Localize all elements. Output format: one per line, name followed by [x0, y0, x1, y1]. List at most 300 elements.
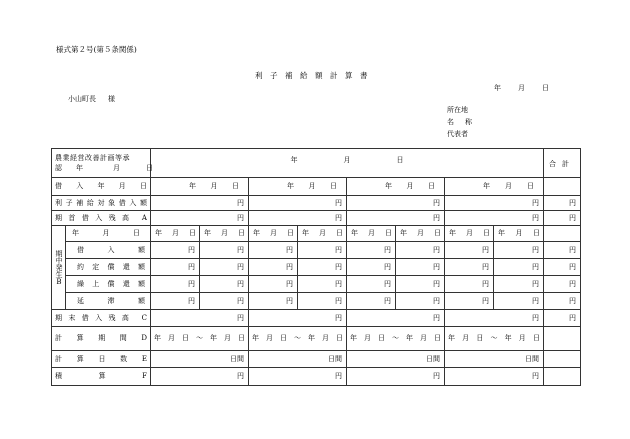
overdue-amount[interactable]	[445, 293, 494, 310]
period-tsuki: 月	[462, 334, 470, 342]
label-char: 延	[77, 296, 84, 305]
yen-unit: 円	[433, 279, 440, 288]
product-label	[52, 368, 151, 386]
yen-unit: 円	[482, 279, 489, 288]
yen-unit: 円	[188, 296, 195, 305]
overdue-amount[interactable]	[200, 293, 249, 310]
ymd-tsuki: 月	[466, 229, 473, 237]
borrowed-amount[interactable]	[396, 242, 445, 259]
yen-unit: 円	[384, 245, 391, 254]
ymd-group	[151, 230, 199, 237]
table-row	[52, 327, 581, 351]
period-hi: 日	[280, 334, 287, 342]
period-hi: 日	[434, 334, 441, 342]
addressee	[68, 96, 115, 103]
label-char: 額	[138, 279, 145, 288]
calc-days-amount[interactable]	[347, 351, 445, 368]
period-nen: 年	[308, 334, 315, 342]
approval-label-nin: 認	[55, 163, 62, 172]
ymd-hi: 日	[336, 229, 343, 237]
ymd-group	[396, 230, 444, 237]
overdue-amount[interactable]	[396, 293, 445, 310]
label-char: 補	[76, 198, 84, 207]
applicant-rep-label: 代表者	[447, 130, 468, 138]
yen-unit: 円	[237, 245, 244, 254]
approval-date-label	[52, 149, 151, 178]
yen-unit: 円	[569, 313, 576, 322]
approval-tsuki: 月	[113, 163, 120, 172]
yen-unit: 円	[433, 313, 440, 322]
yen-unit: 円	[532, 262, 539, 271]
mid-date-cell[interactable]	[151, 226, 200, 242]
mid-date-cell[interactable]	[445, 226, 494, 242]
ymd-nen: 年	[155, 229, 162, 237]
yen-unit: 円	[237, 279, 244, 288]
ymd-nen: 年	[385, 182, 392, 190]
yen-unit: 円	[335, 279, 342, 288]
borrowed-amount[interactable]	[494, 242, 544, 259]
label-char: 入	[95, 213, 103, 222]
product-label-text	[52, 373, 150, 380]
early-repay-amount[interactable]	[445, 276, 494, 293]
ymd-hi: 日	[428, 182, 435, 190]
yen-unit: 円	[335, 198, 342, 207]
period-range	[350, 335, 441, 342]
label-char: 日	[140, 182, 147, 190]
yen-unit: 円	[237, 372, 244, 380]
label-char: 間	[119, 334, 127, 342]
table-row	[52, 368, 581, 386]
label-char: 還	[122, 279, 130, 288]
yen-unit: 円	[286, 296, 293, 305]
period-tsuki: 月	[266, 334, 273, 342]
calc-days-label	[52, 351, 151, 368]
days-unit: 日間	[230, 354, 244, 363]
yen-unit: 円	[237, 313, 244, 322]
opening-balance-total[interactable]	[544, 211, 581, 226]
ymd-group	[283, 183, 340, 190]
applicant-address-label: 所在地	[447, 106, 468, 114]
borrowed-amount[interactable]	[151, 242, 200, 259]
period-tsuki: 月	[518, 334, 526, 342]
ymd-hi: 日	[385, 229, 392, 237]
label-char: 入	[107, 245, 115, 254]
calc-days-amount[interactable]	[151, 351, 249, 368]
mid-date-cell[interactable]	[494, 226, 544, 242]
closing-balance-label-text	[52, 315, 150, 322]
ymd-group	[185, 183, 242, 190]
opening-balance-label-text	[52, 215, 150, 222]
yen-unit: 円	[482, 245, 489, 254]
label-char: 定	[92, 262, 100, 271]
yen-unit: 円	[237, 296, 244, 305]
scheduled-repay-amount[interactable]	[200, 259, 249, 276]
label-char: 首	[68, 213, 76, 222]
yen-unit: 円	[335, 313, 342, 322]
ymd-hi: 日	[238, 229, 245, 237]
borrow-date-label-text	[52, 183, 150, 190]
label-char: 高	[121, 313, 129, 322]
yen-unit: 円	[237, 262, 244, 271]
ymd-nen: 年	[400, 229, 407, 237]
yen-unit: 円	[188, 279, 195, 288]
applicant-name-char1: 名	[447, 118, 454, 126]
overdue-total[interactable]	[544, 293, 581, 310]
label-char: C	[141, 313, 147, 322]
scheduled-repay-amount[interactable]	[298, 259, 347, 276]
label-char: 借	[81, 313, 89, 322]
period-nen: 年	[350, 334, 357, 342]
overdue-amount[interactable]	[298, 293, 347, 310]
scheduled-repay-amount[interactable]	[249, 259, 298, 276]
label-char: 額	[140, 198, 147, 207]
period-hi: 日	[378, 334, 385, 342]
opening-balance-amount[interactable]	[347, 211, 445, 226]
closing-balance-amount[interactable]	[151, 310, 249, 327]
early-repay-amount[interactable]	[151, 276, 200, 293]
label-char: 残	[108, 313, 116, 322]
ymd-tsuki: 月	[406, 182, 414, 190]
period-nen: 年	[210, 334, 217, 342]
yen-unit: 円	[433, 372, 440, 380]
borrowed-amount[interactable]	[200, 242, 249, 259]
label-char: 利	[55, 198, 62, 207]
label-char: 額	[138, 245, 145, 254]
period-tsuki: 月	[224, 334, 231, 342]
scheduled-repay-amount[interactable]	[445, 259, 494, 276]
total-cell	[544, 226, 581, 242]
total-cell	[544, 178, 581, 196]
table-row	[52, 351, 581, 368]
ymd-nen: 年	[204, 229, 211, 237]
period-range	[448, 335, 540, 342]
ymd-nen: 年	[302, 229, 309, 237]
label-char: 算	[98, 372, 106, 380]
mid-ymd-tsuki: 月	[102, 229, 110, 237]
label-char: 上	[92, 279, 100, 288]
label-char: E	[141, 354, 147, 363]
early-repay-label-text	[74, 281, 148, 288]
yen-unit: 円	[335, 262, 342, 271]
interest-subsidy-table	[51, 148, 581, 386]
days-unit: 日間	[525, 354, 539, 363]
calc-period-cell[interactable]	[249, 327, 347, 351]
label-char: 償	[107, 262, 115, 271]
approval-nen: 年	[76, 163, 83, 172]
calc-period-cell[interactable]	[445, 327, 544, 351]
label-char: 入	[95, 313, 103, 322]
closing-balance-label	[52, 310, 151, 327]
ymd-hi: 日	[533, 229, 540, 237]
label-char: 年	[97, 182, 105, 190]
ymd-tsuki: 月	[210, 182, 218, 190]
period-hi: 日	[182, 334, 189, 342]
period-tsuki: 月	[420, 334, 427, 342]
period-range	[252, 335, 343, 342]
ymd-nen: 年	[287, 182, 294, 190]
ymd-nen: 年	[351, 229, 358, 237]
closing-balance-amount[interactable]	[347, 310, 445, 327]
yen-unit: 円	[188, 245, 195, 254]
period-tilde: 〜	[294, 334, 301, 342]
total-header	[544, 149, 581, 178]
calc-days-amount[interactable]	[249, 351, 347, 368]
ymd-hi: 日	[189, 229, 196, 237]
calc-date-group	[151, 157, 543, 164]
early-repay-amount[interactable]	[494, 276, 544, 293]
overdue-amount[interactable]	[347, 293, 396, 310]
yen-unit: 円	[237, 198, 244, 207]
borrow-date-label	[52, 178, 151, 196]
ymd-nen: 年	[498, 229, 505, 237]
early-repay-total[interactable]	[544, 276, 581, 293]
table-row	[52, 196, 581, 211]
period-tsuki: 月	[322, 334, 329, 342]
borrowed-amount[interactable]	[249, 242, 298, 259]
opening-balance-amount[interactable]	[151, 211, 249, 226]
period-hi: 日	[476, 334, 484, 342]
label-char: 残	[108, 213, 116, 222]
label-char: 高	[122, 213, 130, 222]
yen-unit: 円	[532, 313, 539, 322]
yen-unit: 円	[384, 296, 391, 305]
yen-unit: 円	[335, 213, 342, 222]
label-char: A	[141, 213, 147, 222]
borrowed-amount[interactable]	[445, 242, 494, 259]
yen-unit: 円	[384, 262, 391, 271]
subsidy-target-amount[interactable]	[249, 196, 347, 211]
yen-unit: 円	[532, 213, 539, 222]
form-number: 様式第２号(第５条関係)	[56, 45, 137, 54]
mid-ymd-hi: 日	[133, 229, 140, 237]
submission-date[interactable]	[494, 85, 549, 92]
calc-period-label	[52, 327, 151, 351]
subsidy-target-amount[interactable]	[445, 196, 544, 211]
label-char: 借	[77, 245, 84, 254]
ymd-hi: 日	[527, 182, 534, 190]
label-char: 約	[77, 262, 84, 271]
mid-date-cell[interactable]	[396, 226, 445, 242]
total-cell	[544, 351, 581, 368]
period-range	[154, 335, 245, 342]
product-amount[interactable]	[249, 368, 347, 386]
yen-unit: 円	[569, 245, 576, 254]
approval-label-line2	[55, 163, 153, 172]
yen-unit: 円	[188, 262, 195, 271]
borrow-date-cell[interactable]	[445, 178, 544, 196]
subsidy-target-amount[interactable]	[151, 196, 249, 211]
label-char: 子	[65, 198, 73, 207]
ymd-tsuki: 月	[172, 229, 179, 237]
document-title: 利子補給額計算書	[255, 71, 375, 80]
addressee-name: 小山町長	[68, 95, 96, 103]
closing-balance-amount[interactable]	[445, 310, 544, 327]
calc-days-label-text	[52, 356, 150, 363]
subsidy-target-label-text	[52, 200, 150, 207]
early-repay-amount[interactable]	[249, 276, 298, 293]
mid-period-label	[52, 226, 66, 310]
addressee-honorific: 様	[108, 95, 115, 103]
ymd-tsuki: 月	[515, 229, 523, 237]
period-hi: 日	[532, 334, 540, 342]
yen-unit: 円	[433, 213, 440, 222]
subsidy-target-label	[52, 196, 151, 211]
yen-unit: 円	[482, 262, 489, 271]
borrow-date-cell[interactable]	[347, 178, 445, 196]
overdue-amount[interactable]	[494, 293, 544, 310]
early-repay-amount[interactable]	[200, 276, 249, 293]
scheduled-repay-amount[interactable]	[151, 259, 200, 276]
yen-unit: 円	[433, 198, 440, 207]
mid-period-text: 期中発生B	[55, 249, 63, 286]
ymd-nen: 年	[483, 182, 490, 190]
overdue-label	[66, 293, 151, 310]
label-char: D	[141, 334, 147, 342]
period-nen: 年	[504, 334, 512, 342]
ymd-group	[200, 230, 248, 237]
period-hi: 日	[336, 334, 343, 342]
date-day-label: 日	[542, 84, 549, 92]
yen-unit: 円	[569, 279, 576, 288]
scheduled-repay-amount[interactable]	[396, 259, 445, 276]
header-tsuki: 月	[343, 155, 351, 164]
calc-date-header[interactable]	[151, 149, 544, 178]
ymd-hi: 日	[483, 229, 490, 237]
yen-unit: 円	[433, 262, 440, 271]
ymd-hi: 日	[287, 229, 294, 237]
period-tilde: 〜	[196, 334, 203, 342]
borrow-date-cell[interactable]	[249, 178, 347, 196]
label-char: 額	[138, 296, 145, 305]
yen-unit: 円	[335, 372, 342, 380]
ymd-tsuki: 月	[221, 229, 228, 237]
label-char: 償	[107, 279, 115, 288]
ymd-group	[445, 230, 493, 237]
period-tilde: 〜	[490, 334, 498, 342]
label-char: 還	[122, 262, 130, 271]
early-repay-amount[interactable]	[396, 276, 445, 293]
subsidy-target-amount[interactable]	[347, 196, 445, 211]
mid-date-cell[interactable]	[347, 226, 396, 242]
table-row	[52, 178, 581, 196]
ymd-tsuki: 月	[319, 229, 326, 237]
ymd-group	[249, 230, 297, 237]
label-char: 期	[55, 313, 62, 322]
period-tsuki: 月	[364, 334, 371, 342]
scheduled-repay-amount[interactable]	[494, 259, 544, 276]
period-tsuki: 月	[168, 334, 175, 342]
early-repay-amount[interactable]	[347, 276, 396, 293]
yen-unit: 円	[384, 279, 391, 288]
label-char: 象	[108, 198, 116, 207]
table-row	[52, 259, 581, 276]
overdue-label-text	[74, 298, 148, 305]
yen-unit: 円	[335, 245, 342, 254]
calc-period-label-text	[52, 335, 150, 342]
days-unit: 日間	[426, 354, 440, 363]
label-char: 日	[98, 354, 106, 363]
label-char: 借	[81, 213, 89, 222]
yen-unit: 円	[532, 296, 539, 305]
period-nen: 年	[252, 334, 259, 342]
scheduled-repay-total[interactable]	[544, 259, 581, 276]
period-nen: 年	[448, 334, 455, 342]
label-char: 期	[55, 213, 62, 222]
ymd-nen: 年	[449, 229, 456, 237]
header-nen: 年	[290, 155, 298, 164]
table-row	[52, 226, 581, 242]
closing-balance-total[interactable]	[544, 310, 581, 327]
yen-unit: 円	[569, 213, 576, 222]
label-char: 繰	[77, 279, 84, 288]
product-amount[interactable]	[151, 368, 249, 386]
mid-date-cell[interactable]	[298, 226, 347, 242]
yen-unit: 円	[433, 245, 440, 254]
applicant-name-char2: 称	[465, 118, 472, 126]
calc-days-amount[interactable]	[445, 351, 544, 368]
label-char: 滞	[107, 296, 115, 305]
borrowed-label	[66, 242, 151, 259]
subsidy-target-total[interactable]	[544, 196, 581, 211]
scheduled-repay-amount[interactable]	[347, 259, 396, 276]
yen-unit: 円	[286, 245, 293, 254]
label-char: 入	[129, 198, 137, 207]
table-row	[52, 211, 581, 226]
opening-balance-amount[interactable]	[249, 211, 347, 226]
ymd-hi: 日	[232, 182, 239, 190]
table-row	[52, 293, 581, 310]
label-char: 借	[55, 182, 62, 190]
product-amount[interactable]	[445, 368, 544, 386]
borrowed-label-text	[74, 247, 148, 254]
label-char: 計	[55, 334, 62, 342]
label-char: 末	[68, 313, 76, 322]
borrowed-amount[interactable]	[347, 242, 396, 259]
label-char: 額	[138, 262, 145, 271]
ymd-group	[494, 230, 543, 237]
overdue-amount[interactable]	[151, 293, 200, 310]
product-amount[interactable]	[347, 368, 445, 386]
closing-balance-amount[interactable]	[249, 310, 347, 327]
borrowed-amount[interactable]	[298, 242, 347, 259]
opening-balance-amount[interactable]	[445, 211, 544, 226]
overdue-amount[interactable]	[249, 293, 298, 310]
mid-date-cell[interactable]	[200, 226, 249, 242]
period-nen: 年	[154, 334, 161, 342]
yen-unit: 円	[482, 296, 489, 305]
total-cell	[544, 368, 581, 386]
early-repay-label	[66, 276, 151, 293]
label-char: 積	[55, 372, 62, 380]
date-year-label: 年	[494, 84, 501, 92]
early-repay-amount[interactable]	[298, 276, 347, 293]
scheduled-repay-label-text	[74, 264, 148, 271]
total-label: 合計	[549, 159, 575, 168]
label-char: F	[142, 372, 147, 380]
mid-date-cell[interactable]	[249, 226, 298, 242]
period-tilde: 〜	[392, 334, 399, 342]
ymd-group	[298, 230, 346, 237]
mid-ymd-label	[66, 226, 151, 242]
borrow-date-cell[interactable]	[151, 178, 249, 196]
borrowed-total[interactable]	[544, 242, 581, 259]
label-char: 対	[97, 198, 105, 207]
ymd-tsuki: 月	[270, 229, 277, 237]
calc-period-cell[interactable]	[151, 327, 249, 351]
yen-unit: 円	[433, 296, 440, 305]
calc-period-cell[interactable]	[347, 327, 445, 351]
yen-unit: 円	[532, 245, 539, 254]
